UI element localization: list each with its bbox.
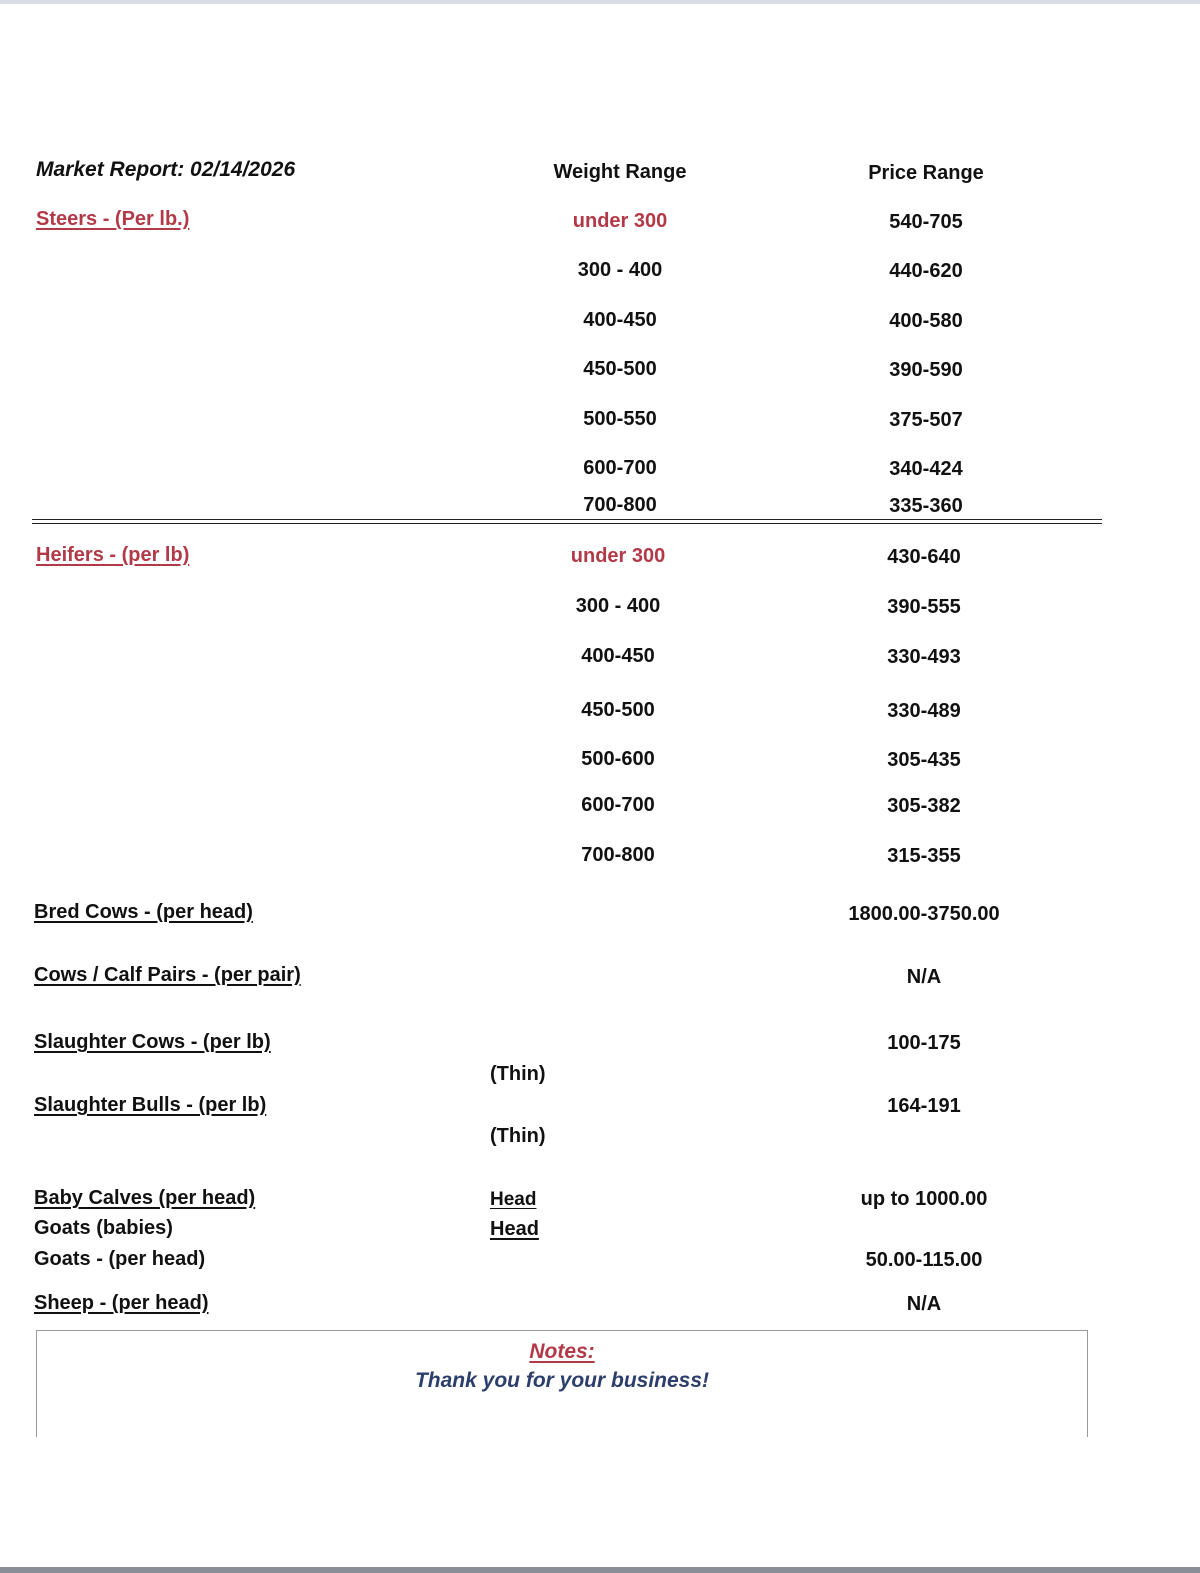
notes-title: Notes:: [529, 1340, 595, 1363]
steers-weight-2: 300 - 400: [577, 259, 663, 281]
steers-weight-5: 500-550: [583, 408, 657, 430]
steers-weight-3: 400-450: [583, 309, 657, 331]
baby-calves-label: Baby Calves (per head): [34, 1187, 256, 1209]
scan-edge-top: [0, 0, 1200, 4]
goats-label: Goats - (per head): [34, 1248, 206, 1270]
section-divider-bottom: [32, 523, 1102, 524]
heifers-weight-6: 600-700: [581, 794, 655, 816]
bred-cows-price: 1800.00-3750.00: [848, 903, 1000, 925]
bred-cows-label: Bred Cows - (per head): [34, 901, 253, 923]
heifers-price-3: 330-493: [887, 646, 961, 668]
heifers-price-2: 390-555: [887, 596, 961, 618]
slaughter-cows-note: (Thin): [490, 1063, 546, 1085]
slaughter-cows-price: 100-175: [887, 1032, 961, 1054]
goats-babies-label: Goats (babies): [34, 1217, 173, 1239]
heifers-weight-3: 400-450: [581, 645, 655, 667]
steers-price-7: 335-360: [889, 495, 963, 517]
heifers-weight-4: 450-500: [581, 699, 655, 721]
heifers-price-7: 315-355: [887, 845, 961, 867]
report-title: Market Report: 02/14/2026: [36, 158, 296, 181]
heifers-weight-7: 700-800: [581, 844, 655, 866]
goats-babies-unit: Head: [490, 1218, 539, 1240]
heifers-price-4: 330-489: [887, 700, 961, 722]
steers-price-1: 540-705: [889, 211, 963, 233]
weight-range-header: Weight Range: [553, 161, 687, 183]
steers-price-4: 390-590: [889, 359, 963, 381]
slaughter-bulls-label: Slaughter Bulls - (per lb): [34, 1094, 267, 1116]
baby-calves-price: up to 1000.00: [860, 1188, 988, 1210]
baby-calves-unit: Head: [490, 1189, 537, 1210]
steers-price-5: 375-507: [889, 409, 963, 431]
heifers-weight-2: 300 - 400: [575, 595, 661, 617]
cow-calf-pairs-label: Cows / Calf Pairs - (per pair): [34, 964, 301, 986]
steers-weight-4: 450-500: [583, 358, 657, 380]
steers-weight-6: 600-700: [583, 457, 657, 479]
heifers-weight-5: 500-600: [581, 748, 655, 770]
heifers-weight-1: under 300: [570, 545, 666, 567]
steers-price-6: 340-424: [889, 458, 963, 480]
goats-price: 50.00-115.00: [865, 1249, 983, 1271]
sheep-label: Sheep - (per head): [34, 1292, 209, 1314]
heifers-label: Heifers - (per lb): [36, 544, 190, 566]
heifers-price-1: 430-640: [887, 546, 961, 568]
slaughter-bulls-note: (Thin): [490, 1125, 546, 1147]
heifers-price-6: 305-382: [887, 795, 961, 817]
sheep-price: N/A: [906, 1293, 942, 1315]
cow-calf-pairs-price: N/A: [906, 966, 942, 988]
price-range-header: Price Range: [868, 162, 984, 184]
steers-weight-1: under 300: [572, 210, 668, 232]
scan-edge-bottom: [0, 1567, 1200, 1573]
steers-weight-7: 700-800: [583, 494, 657, 516]
section-divider-top: [32, 519, 1102, 520]
slaughter-cows-label: Slaughter Cows - (per lb): [34, 1031, 271, 1053]
notes-message: Thank you for your business!: [414, 1369, 710, 1392]
steers-label: Steers - (Per lb.): [36, 208, 190, 230]
steers-price-3: 400-580: [889, 310, 963, 332]
slaughter-bulls-price: 164-191: [887, 1095, 961, 1117]
steers-price-2: 440-620: [889, 260, 963, 282]
heifers-price-5: 305-435: [887, 749, 961, 771]
